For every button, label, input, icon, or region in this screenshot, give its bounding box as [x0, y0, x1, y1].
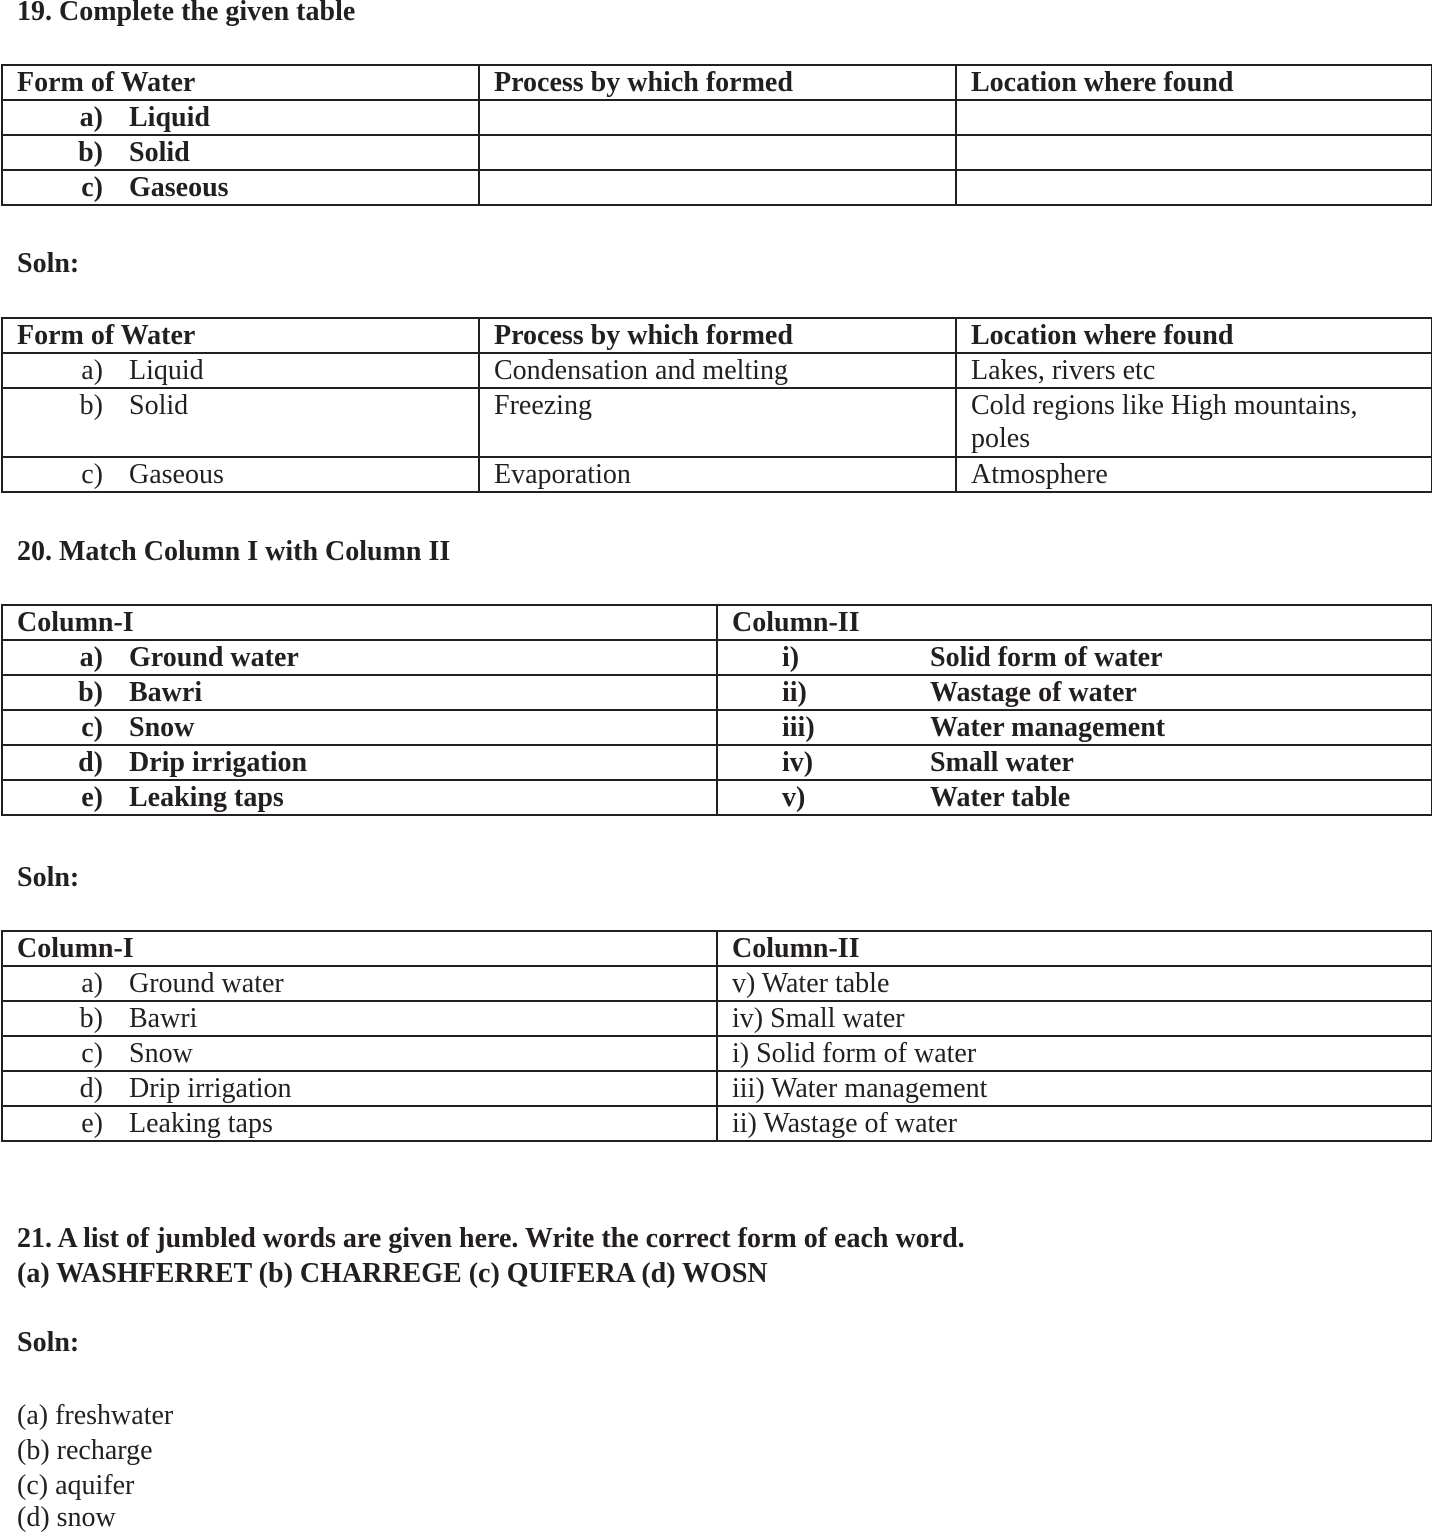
- row-item: Gaseous: [129, 172, 229, 203]
- table-row: [2, 1071, 1432, 1106]
- blank-cell: [479, 170, 956, 205]
- row-item: Leaking taps: [129, 1108, 273, 1139]
- blank-cell: [956, 135, 1432, 170]
- q19-answer-table: [1, 317, 1432, 493]
- header-column-i: Column-I: [2, 931, 717, 966]
- location-cell: Lakes, rivers etc: [956, 353, 1432, 388]
- table-row: [2, 710, 1432, 745]
- row-item: Ground water: [129, 642, 299, 673]
- answer-line: (a) freshwater: [17, 1400, 174, 1431]
- header-process: Process by which formed: [479, 65, 956, 100]
- q20-table: [1, 604, 1432, 816]
- table-row: [2, 100, 1432, 135]
- match-label: iii): [782, 712, 815, 743]
- row-label: b): [78, 137, 103, 168]
- header-column-ii: Column-II: [717, 931, 1432, 966]
- table-row: [2, 675, 1432, 710]
- table-row: [2, 135, 1432, 170]
- match-item: Small water: [930, 747, 1074, 778]
- match-item: Water table: [930, 782, 1071, 813]
- q21-soln-label: Soln:: [17, 1327, 80, 1358]
- row-item: Solid: [129, 137, 190, 168]
- match-item: Wastage of water: [930, 677, 1137, 708]
- match-cell: iii) Water management: [717, 1071, 1432, 1106]
- q19-title: 19. Complete the given table: [17, 0, 356, 27]
- q19-soln-label: Soln:: [17, 248, 80, 279]
- row-label: a): [81, 968, 103, 999]
- row-item: Leaking taps: [129, 782, 284, 813]
- row-item: Solid: [129, 390, 189, 421]
- table-header-row: [2, 318, 1432, 353]
- row-label: e): [81, 782, 103, 813]
- match-cell: iv) Small water: [717, 1001, 1432, 1036]
- match-cell: v) Water table: [717, 966, 1432, 1001]
- match-cell: i) Solid form of water: [717, 1036, 1432, 1071]
- table-header-row: [2, 605, 1432, 640]
- table-header-row: [2, 65, 1432, 100]
- q19-table: [1, 64, 1432, 206]
- table-row: [2, 966, 1432, 1001]
- row-label: b): [79, 390, 103, 421]
- table-row: [2, 1106, 1432, 1141]
- match-label: ii): [782, 677, 807, 708]
- table-row: [2, 1001, 1432, 1036]
- row-item: Gaseous: [129, 459, 224, 490]
- row-item: Bawri: [129, 1003, 198, 1034]
- match-label: v): [782, 782, 806, 813]
- table-header-row: [2, 931, 1432, 966]
- location-cell: Cold regions like High mountains, poles: [956, 388, 1432, 457]
- row-item: Drip irrigation: [129, 747, 308, 778]
- table-row: [2, 388, 1432, 457]
- process-cell: Freezing: [479, 388, 956, 457]
- row-label: c): [81, 459, 103, 490]
- header-column-ii: Column-II: [717, 605, 1432, 640]
- table-row: [2, 1036, 1432, 1071]
- header-location: Location where found: [956, 318, 1432, 353]
- q20-answer-table: [1, 930, 1432, 1142]
- row-item: Drip irrigation: [129, 1073, 292, 1104]
- row-label: e): [81, 1108, 103, 1139]
- row-item: Ground water: [129, 968, 284, 999]
- row-item: Bawri: [129, 677, 203, 708]
- row-item: Liquid: [129, 102, 210, 133]
- row-label: b): [79, 1003, 103, 1034]
- q20-title: 20. Match Column I with Column II: [17, 536, 451, 567]
- blank-cell: [479, 100, 956, 135]
- row-label: a): [79, 642, 103, 673]
- process-cell: Condensation and melting: [479, 353, 956, 388]
- match-label: iv): [782, 747, 814, 778]
- header-form-of-water: Form of Water: [2, 318, 479, 353]
- match-item: Water management: [930, 712, 1166, 743]
- header-location: Location where found: [956, 65, 1432, 100]
- row-label: d): [78, 747, 103, 778]
- row-label: c): [81, 1038, 103, 1069]
- row-item: Snow: [129, 1038, 193, 1069]
- row-label: c): [81, 712, 103, 743]
- row-label: d): [79, 1073, 103, 1104]
- match-item: Solid form of water: [930, 642, 1163, 673]
- row-label: a): [79, 102, 103, 133]
- row-label: b): [78, 677, 103, 708]
- header-form-of-water: Form of Water: [2, 65, 479, 100]
- table-row: [2, 353, 1432, 388]
- header-column-i: Column-I: [2, 605, 717, 640]
- answer-line: (d) snow: [17, 1502, 116, 1533]
- match-label: i): [782, 642, 800, 673]
- row-item: Snow: [129, 712, 195, 743]
- location-cell: Atmosphere: [956, 457, 1432, 492]
- q21-jumbled-words: (a) WASHFERRET (b) CHARREGE (c) QUIFERA (d) WOSN: [17, 1258, 768, 1289]
- match-cell: ii) Wastage of water: [717, 1106, 1432, 1141]
- table-row: [2, 170, 1432, 205]
- table-row: [2, 745, 1432, 780]
- row-label: a): [81, 355, 103, 386]
- answer-line: (c) aquifer: [17, 1470, 135, 1501]
- row-label: c): [81, 172, 103, 203]
- q20-soln-label: Soln:: [17, 862, 80, 893]
- table-row: [2, 780, 1432, 815]
- blank-cell: [956, 170, 1432, 205]
- table-row: [2, 457, 1432, 492]
- answer-line: (b) recharge: [17, 1435, 153, 1466]
- table-row: [2, 640, 1432, 675]
- header-process: Process by which formed: [479, 318, 956, 353]
- process-cell: Evaporation: [479, 457, 956, 492]
- row-item: Liquid: [129, 355, 204, 386]
- q21-title: 21. A list of jumbled words are given here. Write the correct form of each word.: [17, 1223, 965, 1254]
- blank-cell: [956, 100, 1432, 135]
- blank-cell: [479, 135, 956, 170]
